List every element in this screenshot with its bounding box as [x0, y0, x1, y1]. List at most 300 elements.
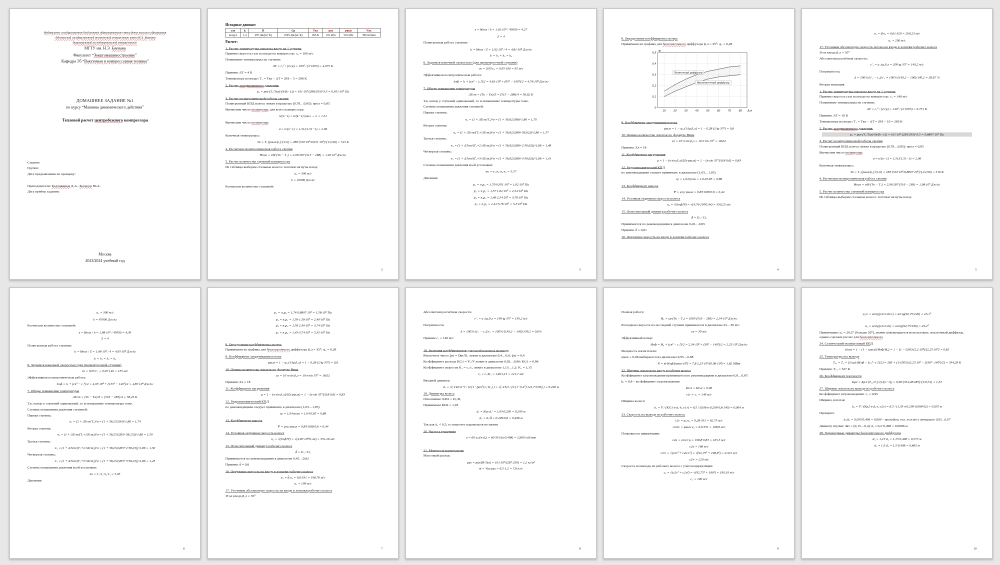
page-thumbnail[interactable]	[603, 287, 795, 559]
text-line: Поправка на циркуляцию:	[621, 431, 661, 436]
text-line: Степень повышения давления ступеней:	[27, 407, 88, 412]
text-line: Первая ступень:	[423, 111, 448, 115]
formula: d̄ = D₁ / D₂	[691, 215, 707, 220]
svg-text:0,4: 0,4	[652, 62, 657, 66]
text-line: Дата приёма задания:	[27, 190, 60, 194]
formula: Tк = T₁·(pвых/p₁)^(1/σ) = 288·(510·10³/0,951·10⁵)^(1/2,96) = 515 К	[257, 140, 349, 145]
text-line: Эффективный напор:	[621, 336, 654, 341]
page-number: 10	[973, 546, 977, 550]
table-header-cell: R	[249, 28, 278, 32]
table-cell: 101 кПа	[322, 33, 340, 37]
table-header-cell: Cp	[278, 28, 309, 32]
text-line: по рекомендациям следует принимать в диапазоне (1,03…1,05)	[225, 405, 320, 409]
page-content	[604, 288, 794, 558]
page-content	[10, 9, 200, 279]
formula: ΔT = c₁² / (2·cp) = 140² / (2·1005) = 9,751 К	[866, 107, 928, 111]
formula: hᵢ = Hпол / Z = 1,98·10⁵ / 4 = 4,95·10⁴ Дж/кг	[74, 350, 136, 354]
formula: p₁ = pвх·(T₁/Tвх)^(k/(k−1)) = 101·10³·(283/293)^3,5 = 0,8897·10⁵ Па	[822, 132, 972, 136]
section-heading: 3. Расчет политропической работы сжатия	[819, 139, 883, 144]
spellcheck-underline: Федеральное государственное бюджетное образовательное учреждение высшего образования	[43, 30, 167, 35]
diffuser-loss-coefficient-chart	[646, 48, 753, 116]
page-thumbnail[interactable]	[9, 8, 201, 280]
formula: u₁ = d̄·u₂ = 0,61·329 = 200,23 м/с	[873, 31, 921, 36]
text-line: Ширина лопаток:	[819, 398, 846, 403]
formula: b₁ = V̇ / (KG1·π·d₁·k₁·c1r) = 6,5 / (0,96·π·0,299·0,8·140) = 0,064 м	[654, 406, 744, 410]
page-content	[406, 9, 596, 279]
page-thumbnail[interactable]	[207, 287, 399, 559]
page-thumbnail[interactable]	[405, 287, 597, 559]
formula: hᵢ = h₁ = h₂ = h₃	[489, 54, 513, 58]
formula: c2∞ = 220 м/с	[689, 457, 709, 462]
text-line: Примем скорость газа на входе на компрессор: c₀ = 100 м/с	[225, 51, 314, 56]
formula: p₂ = π₂p₁ = 1,57·1,62·10⁵ = 2,54·10⁵ Па	[473, 189, 529, 193]
text-line: Политропная работа ступени:	[27, 343, 72, 348]
formula: p₁ = π₁p₀ = 1,74·0,8897·10⁵ = 1,58·10⁵ Па	[274, 310, 332, 315]
section-heading: 1. Расчет температуры смеси на входе на 1 ступень	[819, 89, 896, 94]
formula: u₂ = 300 м/с	[96, 310, 114, 315]
formula: d̄ = D₁ / D₂	[295, 450, 311, 454]
formula: hᵢ = h₁ = h₂ = h₃	[93, 356, 117, 361]
text-line: Вычислим число политропы:	[819, 150, 863, 155]
text-line: Принимается по рекомендациям в диапазоне 0,45…0,62	[225, 456, 309, 461]
text-line: Мощность нагнетателя:	[621, 349, 657, 354]
formula: p₁ = pвх·(T₁/Tвх)^(k/(k−1)) = 101·10³·(288/293)^3,5 = 0,951·10⁵ Па	[256, 89, 350, 94]
formula: hэф = hᵢ + (cк² − c₀²)/2 = 4,81·10⁴ + (95² − 100²)/2 = 4,76·10⁴ Дж/кг	[453, 79, 549, 84]
formula: c2u = 166 м/с	[689, 444, 709, 449]
formula: d₁ = √( 4·KG1·V̇ / (π·(1−ξвт²)·c₀·K₁) ) = √( 4·6,5 / (π·(1−0,4²)·121,7·0,96) ) = 0,290 м	[443, 385, 559, 389]
text-line: Т.к. напор у ступеней одинаковый, то и повышение температуры тоже.	[27, 401, 133, 406]
page-number: 3	[579, 267, 581, 271]
table-header-cell: pвых	[340, 28, 358, 32]
spellcheck-underline: безлопаточного	[859, 335, 883, 339]
page-content	[604, 9, 794, 279]
section-heading: 17. Уточняем абсолютную скорость на входе в лопатки рабочего колеса	[225, 488, 333, 493]
formula: z = Hпол / h = 1,92·10⁵ / 45000 = 4,27	[474, 27, 528, 32]
section-heading: 24. Статический политропный КПД	[819, 342, 873, 346]
formula: μ = 1 − (π·sin β₂л)/(Zл·φвых) = 1 − (π·sin 35°)/(18·0,6) = 0,83	[656, 158, 742, 163]
formula: π₁ = (1 + ΔTст/T₁)^σ = (1 + 56,62/288)^1,86 = 1,70	[465, 117, 537, 122]
text-line: Примем: T₀₂ = 327 К	[819, 367, 851, 372]
text-line: Конечная температура:	[819, 163, 854, 168]
spellcheck-underline: безлопаточного	[662, 42, 686, 46]
table-header-cell: pвх	[322, 28, 340, 32]
section-heading: 25. Температура на выходе	[819, 354, 860, 359]
spellcheck-underline: безлопаточного	[266, 347, 290, 352]
text-line: Эффективная политропическая работа:	[27, 375, 86, 380]
page-number: 5	[975, 267, 977, 271]
section-heading: 1. Расчет температуры смеси на входе на 1 ступень	[225, 46, 302, 51]
page-number: 9	[777, 546, 779, 550]
formula: ρвх = pвх/(R·Tвх) = 101·10³/(287·293) = 1,2 кг/м³	[467, 460, 535, 465]
page-content	[802, 9, 992, 279]
svg-text:φ₂: φ₂	[658, 49, 662, 53]
text-line: Примем: d̄ = 0,61	[621, 228, 647, 233]
section-heading: 10. Оценка количества лопаток по формуле Вина	[225, 367, 299, 372]
table-cell: 1,4	[241, 33, 249, 37]
section-heading: 20. Частота вращения	[423, 429, 456, 434]
page-number: 6	[183, 546, 185, 550]
section-heading: 16. Окружная скорость на входе в лопатки рабочего колеса	[621, 235, 710, 239]
formula: u₂ = 300 м/с	[294, 171, 312, 176]
text-line: Давления	[27, 478, 42, 483]
text-line: Коэффициент загромождения принимается по рекомендациям в диапазоне 0,8…0,87:	[621, 374, 749, 378]
formula: α₂∞ = arctg(c2r/c2u∞) = arctg(92,75/220) = 23,1°	[862, 312, 932, 316]
svg-text:50: 50	[706, 109, 710, 113]
section-heading: 5. Расчет количества ступеней компрессора	[225, 160, 291, 164]
spellcheck-underline: Баумана	[111, 46, 126, 51]
title-line: Кафедра Э5 “Вакуумная и компрессорная техника”	[61, 58, 149, 64]
spellcheck-underline: политропы	[251, 107, 268, 112]
formula: N = ṁ·Hэф/(ηмех·10³) = 7,8·2,25·10⁵/(0,96·10³) = 1,82 МВт	[657, 361, 741, 366]
page-thumbnail[interactable]	[405, 8, 597, 280]
formula: cк = 0,95·c₀ = 0,95·100 = 95 м/с	[478, 66, 524, 71]
svg-text:70: 70	[727, 109, 732, 113]
formula: Δ = 100%·(c′₁ − c₁)/c′₁ = 100%·(140,2 − 100)/140,2 = 28,67 %	[854, 76, 940, 80]
text-line: Третья ступень:	[423, 137, 447, 141]
page-number: 7	[381, 546, 383, 550]
text-line: Из таблицы выберем стальные колеса: лопатки загнуты назад	[225, 165, 318, 170]
text-line: Так как d₂ < 0,5, то пересчет параметров не нужен	[423, 422, 499, 427]
text-line: Угол входа β₁л = 35°	[225, 494, 256, 498]
text-line: Погрешность:	[819, 69, 841, 74]
formula: p₂ = π₂p₁ = 1,59·1,58·10⁵ = 2,49·10⁵ Па	[275, 317, 331, 322]
svg-text:60: 60	[716, 109, 721, 113]
text-line: Политропный КПД колеса лежит в пределах (0,78…0,85): ηпол = 0,85	[225, 101, 330, 106]
title-line: Тепловой расчет центробежного компрессора	[62, 117, 148, 123]
section-heading: 4. Расчетная политропическая работа сжатия	[225, 147, 293, 151]
section-heading: 22. Ширина лопаток на входе в рабочее колесо	[621, 368, 691, 373]
section-heading: 18. Значения коэффициентов для расчёта колеса на входе	[423, 348, 509, 353]
text-line: Понижение температуры на ступени:	[225, 57, 281, 62]
section-heading: 27. Ширина лопаток на выходе из рабочего колеса	[819, 387, 895, 391]
table-header-cell: k	[241, 28, 249, 32]
text-line: Примем: Zл = 18	[225, 380, 251, 384]
table-cell: 510 кПа	[340, 33, 358, 37]
table-cell: воздух	[225, 33, 240, 37]
section-heading: 17. Уточняем абсолютную скорость потока на входе в лопатки рабочего колеса	[819, 45, 938, 49]
text-line: Примем: ΔT = 4 К	[225, 70, 253, 75]
formula: π₂ = (1 + ΔTст/(T₁+ΔTст))^σ = (1 + 58,25/(283+58,25))^1,86 = 1,59	[57, 433, 153, 437]
formula: ṁ = Vвх·ρвх = 6,5·1,2 = 7,8 кг/с	[479, 467, 523, 471]
svg-text:0: 0	[654, 106, 657, 110]
page-content	[208, 9, 398, 279]
text-line: Политропный КПД колеса лежит в пределах (0,78…0,85): ηпол = 0,85	[819, 144, 924, 149]
page-number: 4	[777, 267, 779, 271]
spellcheck-underline: Калашников	[51, 184, 71, 188]
page-content	[10, 288, 200, 558]
formula: d₁ = Kвх·d₁′ = 1,03·0,290 = 0,299 м	[476, 409, 526, 414]
text-line: Втулочное число ξвт = Dвт/D₁ лежит в диапазоне 0,4…0,6: ξвт = 0,4	[423, 353, 525, 358]
text-line: Давления	[423, 176, 438, 180]
formula: p₃ = π₃p₂ = 1,50·2,49·10⁵ = 3,74·10⁵ Па	[275, 323, 331, 328]
formula: Kρ2 = Kρ1·(T₀₂/T₁)^(1/(n−1)) = 0,96·(334,28/283)^(1/0,51) = 1,33	[852, 380, 942, 384]
formula: Hэф = H₀ + (cк² − c₁²)/2 = 2,34·10⁵ + (30² − 140²)/2 = 2,25·10⁵ Дж/кг	[650, 342, 748, 347]
section-heading: 9. Коэффициент закручивания потока	[621, 120, 678, 125]
text-line: Скорость на выходе из рабочего колеса с учетом циркуляции:	[621, 464, 714, 469]
text-line: Ширина колеса:	[621, 399, 646, 404]
subheading: Исходные данные:	[225, 22, 257, 27]
formula: π₃ = (1 + ΔTст/(T₁+2·ΔTст))^σ = (1 + 58,25/(283+2·58,25))^1,86 = 1,50	[54, 446, 156, 450]
page-content	[802, 288, 992, 558]
formula: p₃ = π₃p₂ = 1,48·2,54·10⁵ = 3,76·10⁵ Па	[473, 195, 529, 200]
formula: cк = 0,95·c₁ = 0,95·140 = 133 м/с	[81, 369, 129, 374]
table-header-cell: Tвх	[309, 28, 322, 32]
formula: d₄ = 1,5·d₂ = 1,5·0,498 = 0,863 м	[874, 443, 920, 448]
text-line: Примем: Zл = 18	[621, 145, 647, 150]
section-heading: 3. Расчет политропической работы сжатия	[225, 96, 289, 101]
section-heading: 10. Оценка количества лопаток по формуле Вина	[621, 133, 695, 138]
section-heading: 2. Расчет заторможенного давления:	[819, 126, 874, 131]
formula: hэф = hᵢ + (cк² − c₁²)/2 = 4,95·10⁴ + (133² − 140²)/2 = 4,85·10⁴ Дж/кг	[56, 382, 154, 387]
formula: H₀ = cp·(Tк − T₁) = 1005·(516 − 283) = 2,34·10⁵ Дж/кг	[660, 316, 738, 321]
formula: π₂ = (1 + ΔTст/(T₁+ΔTст))^σ = (1 + 56,62/(288+56,62))^1,86 = 1,57	[453, 130, 549, 135]
svg-text:0,3: 0,3	[652, 73, 657, 77]
formula: α₂ = arctg(c2r/c2u) = arctg(92,75/166) = 29,2°	[865, 324, 929, 328]
section-heading: 19. Диаметры колеса	[423, 392, 455, 396]
formula: πк = π₁·π₂·π₃·π₄ = 5,57	[485, 169, 517, 174]
formula: Δ = 100%·(c′₁ − c₁)/c′₁ = 100%·(139,2 − 140)/139,2 = 0,6%	[460, 329, 542, 334]
formula: p₄ = π₄p₃ = 1,43·3,74·10⁵ = 5,35·10⁵ Па	[275, 330, 331, 335]
formula: zл = 10·π·sin β₂л = 10·π·sin 35° = 18,02	[276, 373, 330, 378]
section-heading: 7. Общее повышение температуры	[423, 86, 476, 91]
formula: c2u = c2u∞·μ = 198,8·0,83 = 165,5 м/с	[672, 438, 726, 443]
chart-block	[621, 48, 776, 118]
formula: σ = n/(n−1) = 1,51/(1,51−1) = 2,96	[278, 127, 328, 131]
svg-text:80: 80	[738, 109, 743, 113]
section-heading: 23. Скорость на выходе из рабочего колеса	[621, 412, 686, 417]
input-data-table	[225, 28, 380, 37]
section-heading: 6. Задаемся конечной скоростью (для промежуточной ступени)	[27, 363, 122, 368]
spellcheck-underline: центробежного	[94, 117, 123, 123]
text-line: Коэффициент расхода KG1 = V̇₁/V̇ лежит в диапазоне 0,92…0,96: KG1 = 0,96	[423, 359, 539, 364]
text-line: Третья ступень:	[27, 439, 51, 444]
formula: c2u∞ = φвых·u₂ = 0,6·331 = 198,8 м/с	[672, 425, 726, 430]
text-line: Угол входа β₁л = 35°	[819, 50, 850, 55]
svg-text:0,1: 0,1	[652, 95, 657, 99]
text-line: Т.к. напор у ступеней одинаковый, то и повышение температуры тоже.	[423, 99, 529, 103]
text-line: Вычислим число политропы:	[225, 120, 269, 125]
section-heading: 8. Определение коэффициента потерь	[621, 36, 678, 41]
section-heading: 21. Мощность нагнетателя:	[423, 448, 465, 453]
text-line: Вторая ступень:	[423, 124, 448, 128]
formula: π₁ = (1 + ΔTст/T₁)^σ = (1 + 58,25/283)^1,86 = 1,74	[69, 420, 141, 424]
text-line: Понижение температуры на ступени:	[819, 100, 875, 105]
section-heading: 11. Коэффициент нагружения	[225, 387, 270, 391]
text-line: Эффективная политропическая работа:	[423, 73, 482, 78]
formula: cк = 30 м/с	[691, 329, 707, 334]
text-line: Примем скорость газа на входе на компрессор: c₁ = 140 м/с	[819, 94, 908, 99]
formula: c2∞ = √(c2r² + c2u∞²) = √(92,75² + 198,8²) = 219,5 м/с	[660, 451, 738, 456]
text-line: по рекомендациям следует принимать в диапазоне (1,03…1,05)	[621, 170, 716, 175]
formula: φвых = 1 − φ₂·(1/tg β₂л) = 1 − 0,28·(1/tg 35°) = 0,6	[267, 360, 339, 365]
formula: ηг = 1,04·ηпол = 1,04·0,85 = 0,88	[279, 411, 327, 416]
title-line: 2023/2024 учебный год	[85, 258, 125, 263]
formula: b₂ = V̇ / (Kρ2·π·d₂·τ₂·c2r) = 6,5 / (1,33·π·0,299·0,698·92) = 0,035 м	[851, 404, 943, 409]
subheading: Расчет:	[225, 39, 238, 44]
formula: T₀₂ = T₁ + (1/cp)·(Hэф − (c₂²−c₁²)/2) = 283 + (1/1005)·(2,25·10⁵ − (190²−140²)/2) = 334,28 К	[832, 360, 962, 365]
text-line: Вторая итерация	[819, 82, 845, 87]
svg-text:20: 20	[673, 109, 677, 113]
spellcheck-underline: Вакуумная и компрессорная техника	[84, 58, 147, 64]
text-line: Погрешность:	[423, 323, 445, 328]
formula: Ψ = μ·ηг·φвых = 0,83·0,88·0,6 = 0,44	[277, 424, 329, 429]
spellcheck-underline: заторможенного	[239, 83, 264, 88]
formula: ΔTст = (Tк − Tн)/Z = (516 − 283)/4 = 58,25 К	[72, 395, 138, 399]
title-line: МГТУ им. Н.Э. Баумана	[84, 46, 126, 51]
table-header-cell: Vвх	[357, 28, 380, 32]
text-line: Четвертая ступень:	[423, 150, 452, 154]
table-cell: 293 К	[309, 33, 322, 37]
formula: n/(n−1) = k/(k−1)·ηпол → n = 1,51	[279, 114, 327, 118]
formula: ΔT = c₀² / (2·cp) = 100² / (2·1005) = 4,975 К	[272, 64, 334, 69]
svg-text:30: 30	[684, 109, 688, 113]
formula: Z = 4	[497, 34, 505, 39]
text-line: Принимается по рекомендациям в диапазоне 0,45…0,65	[621, 222, 705, 227]
formula: u₁ = 199 м/с	[294, 482, 312, 486]
svg-text:β₂л: β₂л	[747, 109, 753, 113]
section-heading: 14. Условная окружная скорость колеса	[621, 197, 681, 201]
formula: p₁ = π₁p₀ = 1,70·0,951·10⁵ = 1,62·10⁵ Па	[473, 182, 529, 187]
svg-text:Безлопаточный диффузор: Безлопаточный диффузор	[696, 81, 730, 85]
formula: n = 60·u₂/(π·d₂) = 60·331/(π·0,498) = 12693 об/мин	[465, 435, 537, 440]
text-line: Принимаем KD2 = 1,03	[423, 403, 459, 408]
text-line: Степень повышения давления ступеней:	[423, 105, 484, 109]
formula: u₂ = √(hэф/Ψ) = √(4,85·10⁴/0,44) = 331,26 м/с	[271, 437, 335, 442]
formula: u₂ = √(hэф/Ψ) = √(4,76·10⁴/0,44) = 330,25 м/с	[667, 203, 731, 207]
text-line: Температура на входе: T₁ = Tвх − ΔT = 293 − 5 = 288 К	[225, 76, 307, 81]
formula: d₃ = 1,15·d₂ = 1,15·0,498 = 0,573 м	[872, 437, 922, 441]
section-heading: 7. Общее повышение температуры	[27, 389, 80, 393]
page-number: 8	[579, 546, 581, 550]
text-line: Коэффициент загромождения: τ₂ = 0,95	[819, 392, 878, 397]
section-heading: 15. Относительный диаметр рабочего колеса	[225, 444, 293, 448]
text-line: Примем: d̄ = 0,6	[225, 462, 250, 467]
formula: φвых = 1 − φ₂·(1/tg β₂л) = 1 − 0,28·(1/tg 35°) = 0,6	[663, 126, 735, 131]
page-thumbnail[interactable]	[801, 8, 993, 280]
section-heading: 11. Коэффициент нагружения	[621, 152, 666, 157]
text-line: Принимаем из графика для безлопаточного диффузора β₂л = 35°: φ₂ = 0,28	[225, 347, 337, 352]
formula: π₃ = (1 + ΔTст/(T₁+2·ΔTст))^σ = (1 + 56,62/(288+2·56,62))^1,86 = 1,48	[450, 143, 552, 148]
table-header-cell: газ	[225, 28, 240, 32]
section-heading: 15. Относительный диаметр рабочего колеса	[621, 209, 689, 214]
title-line	[27, 31, 182, 35]
formula: η′пол = 1 − (1 − ηпол)·(Hэф/H₀) = 1 − (1 − 0,85)·(2,2·10⁴)/(2,25·10⁵) = 0,82	[844, 348, 950, 352]
text-line: Вычислим число политропы, для всего компрессора:	[225, 107, 305, 112]
svg-text:0,2: 0,2	[652, 84, 657, 88]
text-line: Полная работа:	[621, 310, 645, 314]
page-thumbnail[interactable]	[801, 287, 993, 559]
text-line: Четвертая ступень:	[27, 452, 56, 457]
text-line: Абсолютная расчётная скорость:	[423, 310, 473, 314]
text-line: Примем: ΔT = 10 К	[819, 113, 849, 118]
text-line: Проверка:	[819, 411, 835, 416]
text-line: Из таблицы выберем стальные колеса: лопатки загнуты назад	[819, 195, 912, 199]
svg-text:0,5: 0,5	[652, 51, 657, 55]
title-line: Факультет “Энергомашиностроение”	[73, 52, 137, 58]
formula: c₂ = 190 м/с	[690, 477, 708, 482]
text-line: Примечание: α₂ = 29,2° (больше 20°), значит рекомендуется использовать лопаточный диффузор, однако сделаем расчет для безлопаточного	[819, 330, 965, 339]
page-content	[208, 288, 398, 558]
title-line: по курсу “Машины динамического действия”	[66, 104, 144, 110]
text-line: ηмех = 0,96 выбирается из диапазона 0,95…0,98	[621, 355, 694, 360]
spellcheck-underline: (национальный исследовательский университет)»	[72, 41, 138, 45]
text-line: Вторая ступень:	[27, 426, 52, 431]
table-cell: 287 Дж/(кг·К)	[249, 33, 278, 37]
formula: c′₁ = u₁·tg β₁л = 200·tg 35° = 140,2 м/с	[870, 63, 924, 67]
table-cell: 1005 Дж/(кг·К)	[278, 33, 309, 37]
svg-text:Лопаточный диффузор: Лопаточный диффузор	[673, 71, 703, 75]
formula: h = 45000 Дж/кг	[93, 317, 117, 322]
text-line: Расходная скорость на последней ступени принимается в диапазоне 25…30 м/с	[621, 323, 740, 328]
section-heading: 2. Расчет заторможенного давления:	[225, 83, 280, 88]
page-thumbnail[interactable]	[9, 287, 201, 559]
formula: z = Hпол / h = 1,98·10⁵ / 45000 = 4,39	[78, 330, 132, 335]
spellcheck-underline: заторможенного	[833, 126, 858, 131]
section-heading: 14. Условная окружная скорость колеса	[225, 431, 285, 436]
formula: ηг = 1,04·ηпол = 1,04·0,85 = 0,88	[675, 177, 723, 182]
text-line: Массовый расход:	[423, 453, 451, 458]
formula: b₂/d₂ = 0,035/0,498 = 0,069 – проходит, т.к. лежит в интервале 0,03…0,07	[843, 417, 951, 422]
formula: c1r = c₁ = 140 м/с	[686, 392, 712, 397]
title-line: Москва	[98, 251, 112, 257]
page-number: 2	[381, 267, 383, 271]
text-line: Диаметр втулки: dвт = (0,15…0,4)·d₂ = 0,2·0,498 = 0,0996 м	[819, 424, 908, 429]
formula: Tк = T₁·(pвых/p₁)^(1/σ) = 283·(510·10³/0,8897·10⁵)^(1/2,96) = 516 К	[850, 170, 944, 174]
section-heading: 8. Определение коэффициента потерь	[225, 342, 282, 347]
formula: h = 45000 Дж/кг	[291, 178, 315, 183]
formula: c2r = φ₂·u₂ = 0,28·331 = 92,75 м/с	[675, 418, 723, 423]
table-cell: 390 м³/мин	[357, 33, 380, 37]
formula: πк = π₁·π₂·π₃·π₄ = 5,93	[89, 472, 121, 476]
text-line: Конечная температура:	[225, 133, 260, 138]
formula: d₂ = d₁/d̄ = 0,299/0,6 = 0,498 м	[479, 416, 523, 421]
title-line: ДОМАШНЕЕ ЗАДАНИЕ №1	[76, 97, 134, 103]
title-line	[27, 36, 182, 40]
formula: p₄ = π₄p₃ = 1,41·3,76·10⁵ = 5,3·10⁵ Па	[474, 202, 528, 206]
formula: Ψ = μ·ηг·φвых = 0,83·0,88·0,6 = 0,44	[673, 190, 725, 194]
section-heading: 13. Коэффициент напора	[621, 184, 659, 188]
spellcheck-underline: Борисов	[79, 184, 92, 188]
formula: zл = 10·π·sin β₂л = 10·π·sin 35° = 18,02	[672, 139, 726, 144]
page-thumbnail[interactable]	[603, 8, 795, 280]
section-heading: 28. Характерные диаметры безлопаточного диффузора	[819, 431, 901, 435]
formula: μ = 1 − (π·sin β₂л)/(Zл·φвых) = 1 − (π·sin 35°)/(18·0,6) = 0,83	[260, 393, 346, 397]
page-thumbnail[interactable]	[207, 8, 399, 280]
text-line: Степень повышения давления всей установки:	[423, 163, 493, 167]
section-heading: 12. Гидромеханический КПД	[225, 399, 269, 404]
text-line: k₁ = 0,8 – коэффициент загромождения	[621, 379, 680, 384]
section-heading: 12. Гидромеханический КПД	[621, 165, 665, 170]
text-line: Преподаватели: Калашников Д.А., Борисов Ю.А.	[27, 184, 101, 188]
section-heading: 5. Расчет количества ступеней компрессора	[819, 189, 885, 194]
spellcheck-underline: «Московский государственный технический университет имени Н.Э. Баумана	[54, 36, 156, 40]
formula: u₁ = d̄·u₂ = 0,6·331 = 198,76 м/с	[280, 475, 326, 480]
text-line: Группа:	[27, 166, 39, 171]
section-heading: 9. Коэффициент закручивания потока	[225, 354, 282, 359]
section-heading: 6. Задаемся конечной скоростью (для промежуточной ступени)	[423, 60, 518, 65]
text-line: Примем c₁ = 140 м/с	[423, 336, 454, 341]
text-line: Расчитаем количество ступеней:	[27, 323, 76, 328]
text-line: Политропная работа ступени:	[423, 40, 468, 45]
formula: KG1 = KG2 = 0,96	[685, 386, 713, 391]
text-line: Коэффициент скорости K₁ = c₁/c₀ лежит в диапазоне 1,13…1,2: K₁ = 1,15	[423, 365, 532, 370]
formula: σ = n/(n−1) = 1,51/(1,51−1) = 2,96	[872, 157, 922, 161]
text-line: Входной диаметр:	[423, 378, 451, 383]
formula: u₁ = 200 м/с	[888, 38, 906, 43]
section-heading: 13. Коэффициент напора	[225, 418, 263, 423]
text-line: Студент:	[27, 160, 41, 165]
text-line: Расчитаем количество ступеней:	[225, 184, 274, 189]
